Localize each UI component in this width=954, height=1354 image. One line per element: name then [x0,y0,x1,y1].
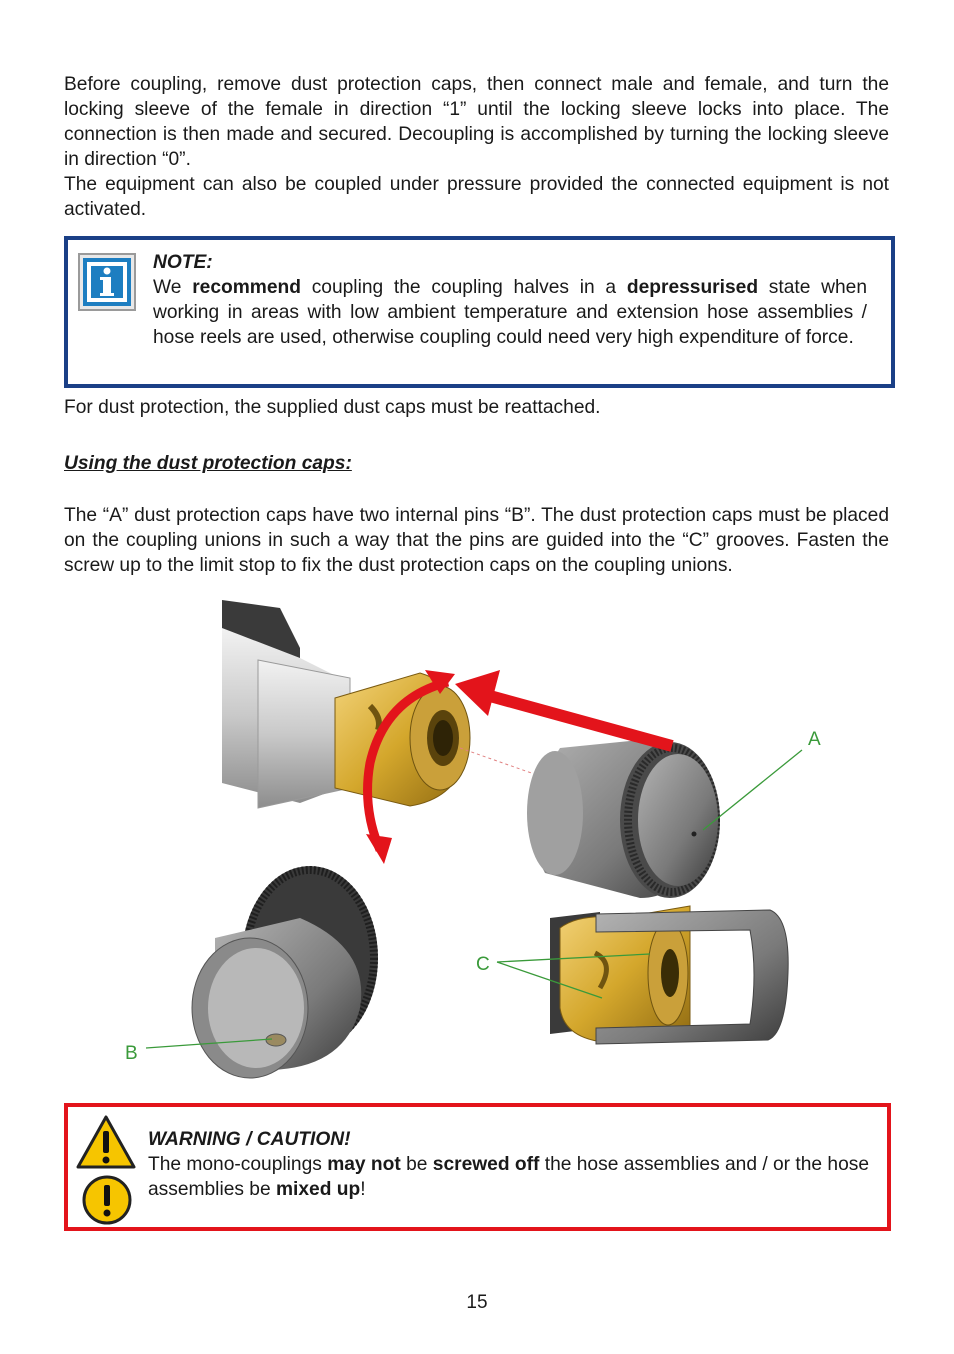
sectioned-coupling [550,906,788,1044]
note-text-part: coupling the coupling halves in a [300,277,627,298]
dust-cap-illustration [0,588,954,1088]
warning-text-part: ! [360,1179,366,1200]
warning-text [148,1127,877,1202]
info-icon [78,253,136,311]
note-box [64,236,895,388]
warning-heading: WARNING / CAUTION! [148,1129,351,1150]
note-emphasis-recommend: recommend [192,277,301,298]
intro-paragraph-2: The equipment can also be coupled under pressure provided the connected equipment is not activated. [64,174,889,220]
section-body: The “A” dust protection caps have two internal pins “B”. The dust protection caps must be placed on the coupling unions in such a way that the pins are guided into the “C” grooves. Fasten the screw up to the limit stop to fix the dust protection caps on the coupling unions. [64,505,889,576]
after-note-paragraph: For dust protection, the supplied dust caps must be reattached. [64,397,601,418]
note-text [153,250,867,350]
callout-a [703,729,821,830]
open-cap-b [192,866,378,1078]
warning-text-part: The mono-couplings [148,1154,328,1175]
warning-box [64,1103,891,1231]
warning-triangle-icon [76,1115,136,1169]
label-c: C [476,954,490,975]
page-number: 15 [466,1292,488,1313]
brass-union [335,673,470,806]
note-emphasis-depressurised: depressurised [626,277,759,298]
label-b: B [125,1043,138,1064]
warning-emphasis-screwed-off: screwed off [432,1154,540,1175]
intro-paragraph-1: Before coupling, remove dust protection caps, then connect male and female, and turn the locking sleeve of the female in direction “1” until the locking sleeve locks into place. The connection is then made and secured. Decoupling is accomplished by turning the locking sleeve in direction “0”. [64,74,889,170]
warning-emphasis-mixed-up: mixed up [275,1179,361,1200]
warning-emphasis-may-not: may not [327,1154,401,1175]
note-heading: NOTE: [153,252,213,273]
exclamation-icon [82,1175,132,1225]
coupling-body [222,600,350,808]
section-heading: Using the dust protection caps: [64,453,352,474]
push-arrow [455,670,672,746]
dust-cap-a [527,738,720,898]
note-text-part: We [153,277,193,298]
warning-text-part: the hose assemblies and / or the hose assemblies be [148,1154,870,1200]
note-text-part: state when working in areas with low ambient temperature and extension hose assemblies / hose reels are used, otherwise coupling could need very high expenditure of force. [153,277,868,348]
warning-text-part: be [400,1154,433,1175]
label-a: A [808,729,821,750]
